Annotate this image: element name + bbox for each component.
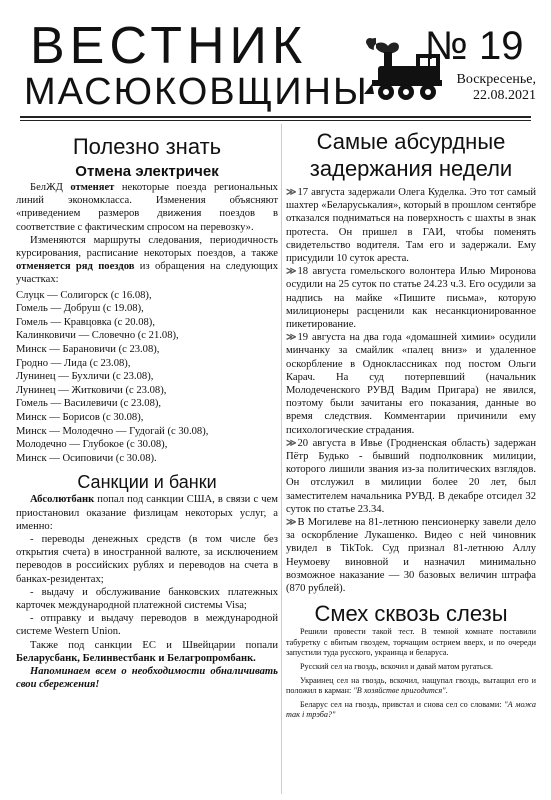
section-title-detentions: Самые абсурдные задержания недели xyxy=(309,129,513,181)
double-arrow-icon: ≫ xyxy=(286,517,295,529)
header-rule xyxy=(20,116,531,118)
joke-paragraph-3: Украинец сел на гвоздь, вскочил, нащупал гвоздь, вытащил его и положил в карман: "В хозяйстве пригодится". xyxy=(286,675,536,696)
trains-paragraph-1: БелЖД отменяет некоторые поезда региональных линий экономкласса. Изменения объясняют «приведением размеров движения поездов в соответствие с фактическим спросом на перевозку». xyxy=(16,182,278,233)
section-title-sanctions: Санкции и банки xyxy=(77,472,217,493)
list-item: Слуцк — Солигорск (с 16.08), xyxy=(16,289,152,301)
sanctions-bullet-1: - переводы денежных средств (в том числе без открытия счета) в иностранной валюте, за исключением переводов в российских рублях и переводов на счета в банках-резидентах; xyxy=(16,533,278,585)
double-arrow-icon: ≫ xyxy=(286,437,295,449)
list-item: Минск — Борисов (с 30.08), xyxy=(16,411,144,423)
right-column xyxy=(286,124,536,721)
detention-item: ≫ 17 августа задержали Олега Куделка. Это тот самый шахтер «Беларуськалия», который в прошлом сентябре отказался подниматься на поверхность с шахты в знак протеста. Он пришел в ГАИ, чтобы поменять свидетельство водителя. Там его и задержали. Ему присудили 10 суток ареста. xyxy=(286,187,536,265)
list-item: Молодечно — Глубокое (с 30.08), xyxy=(16,439,168,451)
list-item: Калинковичи — Словечно (с 21.08), xyxy=(16,330,179,342)
header-rule-thin xyxy=(20,120,531,121)
list-item: Гродно — Лида (с 23.08), xyxy=(16,357,131,369)
list-item: Гомель — Кравцовка (с 20.08), xyxy=(16,316,155,328)
route-list xyxy=(16,289,278,466)
double-arrow-icon: ≫ xyxy=(286,187,295,198)
detention-item: ≫ 19 августа на два года «домашней химии» осудили минчанку за смайлик «палец вниз» и удаленное оскорбление в Одноклассниках под постом Ольги Карач. На суд потерпевший (начальник Молодеченского РУВД Вадим Пригара) не явился, поэтому были зачитаны его показания, данные во время следствия. Комментарии причинили ему психологические страдания. xyxy=(286,332,536,436)
left-column xyxy=(16,124,278,691)
sanctions-bullet-2: - выдачу и обслуживание банковских платежных карточек международной платежной системы Visa; xyxy=(16,586,278,611)
list-item: Гомель — Василевичи (с 23.08), xyxy=(16,398,162,410)
double-arrow-icon: ≫ xyxy=(286,266,295,278)
newspaper-title: ВЕСТНИК xyxy=(30,17,308,75)
sanctions-paragraph-2: Также под санкции ЕС и Швейцарии попали Беларусбанк, Белинвестбанк и Белагропромбанк. xyxy=(16,639,278,664)
article-title-trains: Отмена электричек xyxy=(75,163,219,180)
issue-number: № 19 xyxy=(425,24,524,68)
joke-paragraph-1: Решили провести такой тест. В темной комнате поставили табуретку с вбитым гвоздем, торчащим острием вверх, и по очереди запустили туда русского, украинца и беларуса. xyxy=(286,627,536,658)
sanctions-reminder: Напоминаем всем о необходимости обналичивать свои сбережения! xyxy=(16,665,278,691)
issue-date: 22.08.2021 xyxy=(473,88,536,103)
newspaper-title-line2: МАСЮКОВЩИНЫ xyxy=(24,71,369,113)
issue-day: Воскресенье, xyxy=(456,72,536,87)
sanctions-paragraph-1: Абсолютбанк попал под санкции США, в связи с чем приостановил оказание физлицам некоторых услуг, а именно: xyxy=(16,494,278,532)
list-item: Лунинец — Житковичи (с 23.08), xyxy=(16,384,167,396)
sanctions-bullet-3: - отправку и выдачу переводов в международной системе Western Union. xyxy=(16,613,278,638)
masthead xyxy=(0,0,551,118)
double-arrow-icon: ≫ xyxy=(286,332,295,344)
list-item: Минск — Молодечно — Гудогай (с 30.08), xyxy=(16,425,209,437)
joke-paragraph-2: Русский сел на гвоздь, вскочил и давай матом ругаться. xyxy=(300,662,493,672)
joke-paragraph-4: Беларус сел на гвоздь, привстал и снова сел со словами: "А можа так і трэба?" xyxy=(286,699,537,720)
trains-paragraph-2: Изменяются маршруты следования, периодичность курсирования, расписание некоторых поездов, а также отменяется ряд поездов из обращения на следующих участках: xyxy=(16,234,278,286)
detention-item: ≫ 20 августа в Ивье (Гродненская область) задержан Пётр Будько - бывший подполковник милиции, которого лишили звания из-за политических взглядов. Он отслужил в милиции более 20 лет, был заместителем начальника РУВД. В декабре отсидел 32 суток по статье 23.34. xyxy=(286,437,536,515)
list-item: Минск — Барановичи (с 23.08), xyxy=(16,344,160,355)
list-item: Минск — Осиповичи (с 30.08). xyxy=(16,452,157,464)
section-title-useful: Полезно знать xyxy=(72,134,222,159)
detention-item: ≫ В Могилеве на 81-летнюю пенсионерку завели дело за оскорбление Лукашенко. Видео с ней чиновник увидел в TikTok. Суд признал 81-летнюю Аллу Неумоеву виновной и назначил минимально возможное наказание — 30 базовых величин штрафа (870 рублей). xyxy=(286,517,536,595)
section-title-humor: Смех сквозь слезы xyxy=(314,601,508,627)
list-item: Гомель — Добруш (с 19.08), xyxy=(16,303,144,315)
list-item: Лунинец — Бухличи (с 23.08), xyxy=(16,371,154,383)
column-divider xyxy=(281,124,282,794)
detention-item: ≫ 18 августа гомельского волонтера Илью Миронова осудили на 25 суток по статье 24.23 ч.3. Его осудили за надпись на майке «Пишите письма», которую милиционеры расценили как несанкционированное пикетирование. xyxy=(286,266,536,331)
